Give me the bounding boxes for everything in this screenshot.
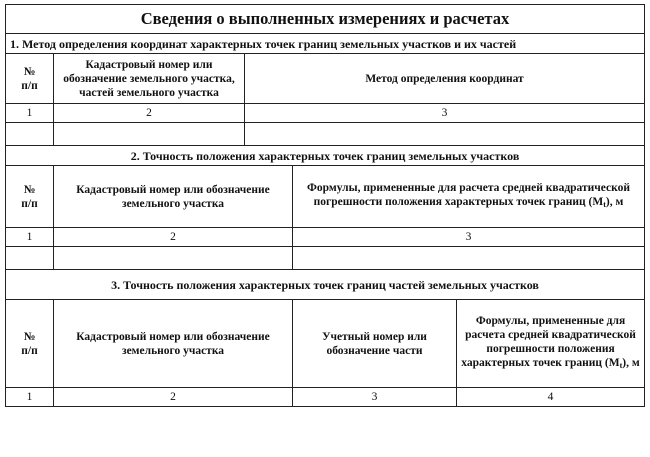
s1-empty-cell [6,123,54,146]
s2-col-cadastral: Кадастровый номер или обозначение земельного участка [54,166,293,228]
s2-formula-text: Формулы, примененные для расчета средней квадратической погрешности положения характерных точек границ (M [307,182,630,208]
s1-empty-cell [245,123,645,146]
section-3-heading: 3. Точность положения характерных точек границ частей земельных участков [6,270,645,300]
s3-num-2: 2 [54,388,293,407]
section-2-heading: 2. Точность положения характерных точек границ земельных участков [6,146,645,166]
s1-empty-cell [54,123,245,146]
s3-num-4: 4 [457,388,645,407]
s2-num-1: 1 [6,228,54,247]
s2-col-number: № п/п [6,166,54,228]
s1-num-3: 3 [245,104,645,123]
s3-formula-text: Формулы, примененные для расчета средней квадратической погрешности положения характерных точек границ (M [461,315,636,369]
s1-num-2: 2 [54,104,245,123]
s2-formula-subscript: t [603,200,606,209]
s3-col-part: Учетный номер или обозначение части [293,300,457,388]
s3-formula-subscript: t [619,361,623,370]
s2-col-formulas [293,166,645,228]
s1-col-number: № п/п [6,54,54,104]
measurements-form [5,4,644,407]
s3-col-formulas [457,300,645,388]
s2-formula-tail: ), м [605,196,624,208]
s3-num-1: 1 [6,388,54,407]
section-1-heading: 1. Метод определения координат характерных точек границ земельных участков и их частей [6,34,645,54]
s3-num-3: 3 [293,388,457,407]
s1-col-cadastral: Кадастровый номер или обозначение земельного участка, частей земельного участка [54,54,245,104]
s3-col-cadastral: Кадастровый номер или обозначение земельного участка [54,300,293,388]
s2-empty-cell [6,247,54,270]
s3-col-number: № п/п [6,300,54,388]
s1-num-1: 1 [6,104,54,123]
s2-num-2: 2 [54,228,293,247]
s2-empty-cell [54,247,293,270]
document-title: Сведения о выполненных измерениях и расчетах [6,5,645,34]
s1-col-method: Метод определения координат [245,54,645,104]
s2-num-3: 3 [293,228,645,247]
measurements-table [5,4,645,407]
s3-formula-tail: ), м [622,357,640,369]
s2-empty-cell [293,247,645,270]
